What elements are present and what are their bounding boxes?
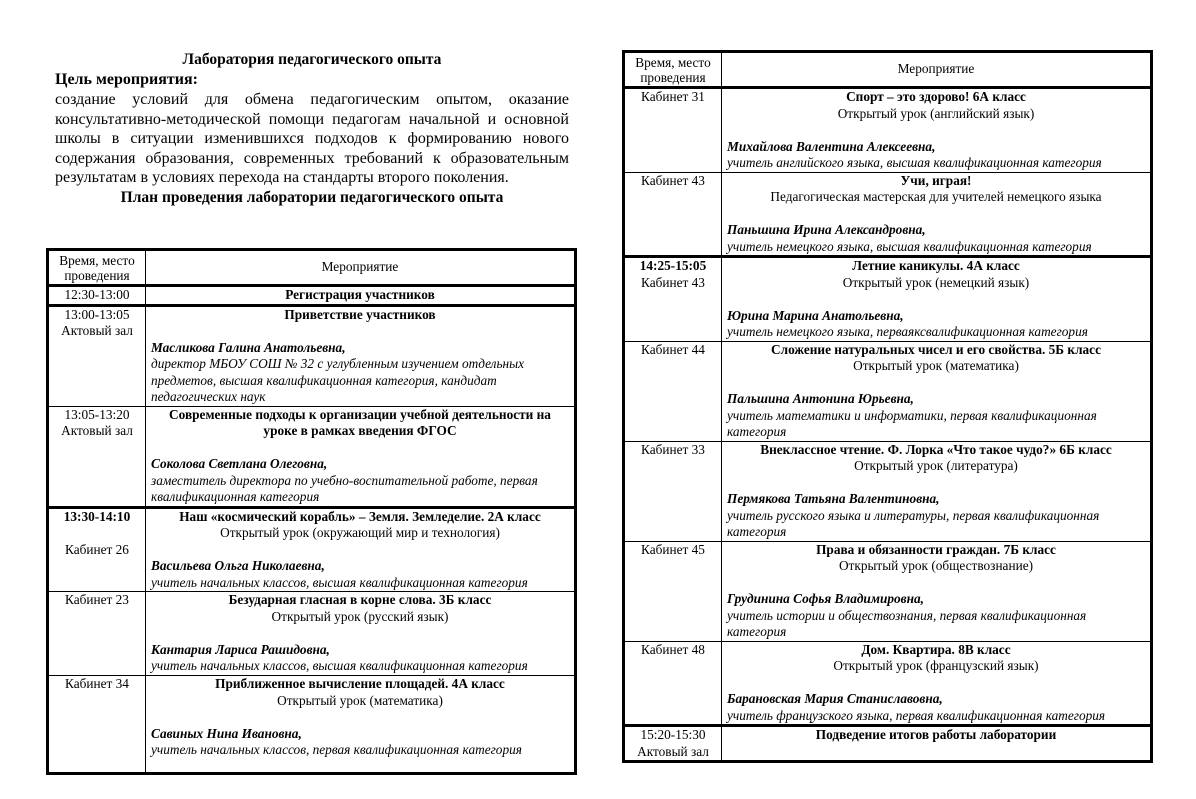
table-row <box>48 507 576 592</box>
event-subtitle: Открытый урок (литература) <box>854 458 1018 473</box>
event-title: Приветствие участников <box>284 306 436 322</box>
event-subtitle: Открытый урок (французский язык) <box>833 658 1039 673</box>
event-person: Кантария Лариса Рашидовна, <box>151 641 330 657</box>
event-person: Савиных Нина Ивановна, <box>151 725 302 741</box>
table-row <box>624 88 1152 173</box>
event-subtitle: Открытый урок (окружающий мир и технология) <box>220 525 500 540</box>
event-title: Безударная гласная в корне слова. 3Б класс <box>228 592 492 607</box>
row-event <box>146 406 576 507</box>
document-header <box>55 50 569 208</box>
place-text: Актовый зал <box>637 743 709 759</box>
event-role: заместитель директора по учебно-воспитательной работе, первая квалификационная категория <box>151 472 538 504</box>
row-event <box>722 541 1152 641</box>
place-text: Кабинет 23 <box>65 592 129 607</box>
row-time <box>48 676 146 774</box>
row-time <box>624 172 722 257</box>
time-text: 15:20-15:30 <box>640 727 706 742</box>
header-time-place: Время, место проведения <box>624 52 722 88</box>
place-text: Кабинет 43 <box>641 172 705 188</box>
row-event <box>146 507 576 592</box>
event-person: Васильева Ольга Николаевна, <box>151 558 325 573</box>
row-event <box>146 286 576 306</box>
table-header-row <box>624 52 1152 88</box>
event-subtitle: Открытый урок (английский язык) <box>837 105 1035 121</box>
event-title: Внеклассное чтение. Ф. Лорка «Что такое чудо?» 6Б класс <box>760 441 1112 457</box>
event-subtitle: Открытый урок (математика) <box>853 358 1019 373</box>
row-event <box>722 641 1152 726</box>
schedule-table-left <box>46 248 577 775</box>
event-role: учитель начальных классов, первая квалификационная категория <box>151 742 522 757</box>
table-row <box>48 676 576 774</box>
event-person: Барановская Мария Станиславовна, <box>727 691 943 706</box>
event-title: Спорт – это здорово! 6А класс <box>846 89 1026 104</box>
row-event <box>146 305 576 406</box>
event-title: Летние каникулы. 4А класс <box>852 258 1020 273</box>
event-role: учитель французского языка, первая квалификационная категория <box>727 707 1106 723</box>
event-role: учитель английского языка, высшая квалификационная категория <box>727 155 1102 170</box>
place-text: Кабинет 44 <box>641 341 705 357</box>
event-person: Пермякова Татьяна Валентиновна, <box>727 491 940 506</box>
place-text: Актовый зал <box>61 323 133 338</box>
event-role: директор МБОУ СОШ № 32 с углубленным изучением отдельных предметов, высшая квалификационная категория, кандидат педагогических наук <box>151 356 525 404</box>
row-time <box>48 507 146 592</box>
table-row <box>624 726 1152 762</box>
event-subtitle: Педагогическая мастерская для учителей немецкого языка <box>770 189 1102 204</box>
event-person: Пальшина Антонина Юрьевна, <box>727 391 914 406</box>
row-time <box>624 441 722 541</box>
place-text: Кабинет 31 <box>641 89 705 104</box>
row-time <box>48 406 146 507</box>
place-text: Кабинет 45 <box>641 541 705 557</box>
event-title: Права и обязанности граждан. 7Б класс <box>816 541 1056 557</box>
table-header-row <box>48 250 576 286</box>
header-time-place: Время, место проведения <box>48 250 146 286</box>
event-person: Грудинина Софья Владимировна, <box>727 591 924 606</box>
table-row <box>624 172 1152 257</box>
header-event: Мероприятие <box>722 52 1152 88</box>
event-title: Современные подходы к организации учебной деятельности на уроке в рамках введения ФГОС <box>169 406 551 438</box>
place-text: Актовый зал <box>61 423 133 438</box>
event-role: учитель начальных классов, высшая квалификационная категория <box>151 658 528 673</box>
place-text: Кабинет 43 <box>641 274 705 290</box>
place-text: Кабинет 26 <box>65 541 129 557</box>
row-event <box>722 726 1152 762</box>
row-event <box>722 441 1152 541</box>
event-person: Паньшина Ирина Александровна, <box>727 222 926 237</box>
event-person: Масликова Галина Анатольевна, <box>151 339 346 355</box>
event-subtitle: Открытый урок (математика) <box>277 692 443 708</box>
goal-text: создание условий для обмена педагогическим опытом, оказание консультативно-методической помощи педагогам начальной и основной школы в ситуации изменившихся подходов к формированию нового содержания образования, современных требований к образовательным результатам в условиях перехода на стандарты второго поколения. <box>55 91 569 186</box>
event-role: учитель русского языка и литературы, первая квалификационная категория <box>727 507 1100 539</box>
row-time <box>624 641 722 726</box>
row-event <box>722 88 1152 173</box>
event-role: учитель начальных классов, высшая квалификационная категория <box>151 574 528 590</box>
header-event: Мероприятие <box>146 250 576 286</box>
event-subtitle: Открытый урок (обществознание) <box>838 558 1034 573</box>
plan-title: План проведения лаборатории педагогического опыта <box>120 188 504 206</box>
table-row <box>48 286 576 306</box>
event-role: учитель немецкого языка, высшая квалификационная категория <box>727 238 1092 254</box>
row-event <box>146 592 576 676</box>
time-text: 12:30-13:00 <box>64 287 130 302</box>
time-text: 13:30-14:10 <box>63 508 131 524</box>
row-time <box>624 88 722 173</box>
table-row <box>48 406 576 507</box>
row-time <box>48 305 146 406</box>
table-row <box>48 592 576 676</box>
row-event <box>722 257 1152 342</box>
event-role: учитель истории и обществознания, первая квалификационная категория <box>727 607 1087 639</box>
row-event <box>722 172 1152 257</box>
document-title: Лаборатория педагогического опыта <box>182 51 442 68</box>
event-person: Соколова Светлана Олеговна, <box>151 456 328 471</box>
event-role: учитель немецкого языка, перваяксвалификационная категория <box>727 324 1088 339</box>
row-time <box>624 341 722 441</box>
event-title: Приближенное вычисление площадей. 4А класс <box>215 676 505 691</box>
time-text: 13:05-13:20 <box>64 406 130 422</box>
event-title: Учи, играя! <box>900 172 972 188</box>
time-text: 13:00-13:05 <box>64 306 130 322</box>
row-event <box>146 676 576 774</box>
event-subtitle: Открытый урок (русский язык) <box>271 608 449 624</box>
row-event <box>722 341 1152 441</box>
table-row <box>624 257 1152 342</box>
row-time <box>624 257 722 342</box>
table-row <box>48 305 576 406</box>
event-title: Наш «космический корабль» – Земля. Земледелие. 2А класс <box>179 508 541 524</box>
event-role: учитель математики и информатики, первая квалификационная категория <box>727 407 1097 439</box>
row-time <box>624 726 722 762</box>
event-title: Регистрация участников <box>285 287 435 302</box>
row-time <box>48 592 146 676</box>
time-text: 14:25-15:05 <box>639 258 707 273</box>
row-time <box>48 286 146 306</box>
place-text: Кабинет 34 <box>65 676 129 691</box>
event-title: Дом. Квартира. 8В класс <box>861 641 1011 657</box>
table-row <box>624 541 1152 641</box>
event-title: Сложение натуральных чисел и его свойства. 5Б класс <box>771 341 1101 357</box>
schedule-table-right <box>622 50 1153 763</box>
goal-label: Цель мероприятия: <box>55 71 198 88</box>
table-row <box>624 341 1152 441</box>
table-row <box>624 641 1152 726</box>
event-person: Юрина Марина Анатольевна, <box>727 307 904 323</box>
place-text: Кабинет 48 <box>641 641 705 657</box>
place-text: Кабинет 33 <box>641 441 705 457</box>
table-row <box>624 441 1152 541</box>
event-person: Михайлова Валентина Алексеевна, <box>727 138 936 154</box>
event-subtitle: Открытый урок (немецкий язык) <box>842 274 1030 290</box>
row-time <box>624 541 722 641</box>
event-title: Подведение итогов работы лаборатории <box>815 727 1057 742</box>
